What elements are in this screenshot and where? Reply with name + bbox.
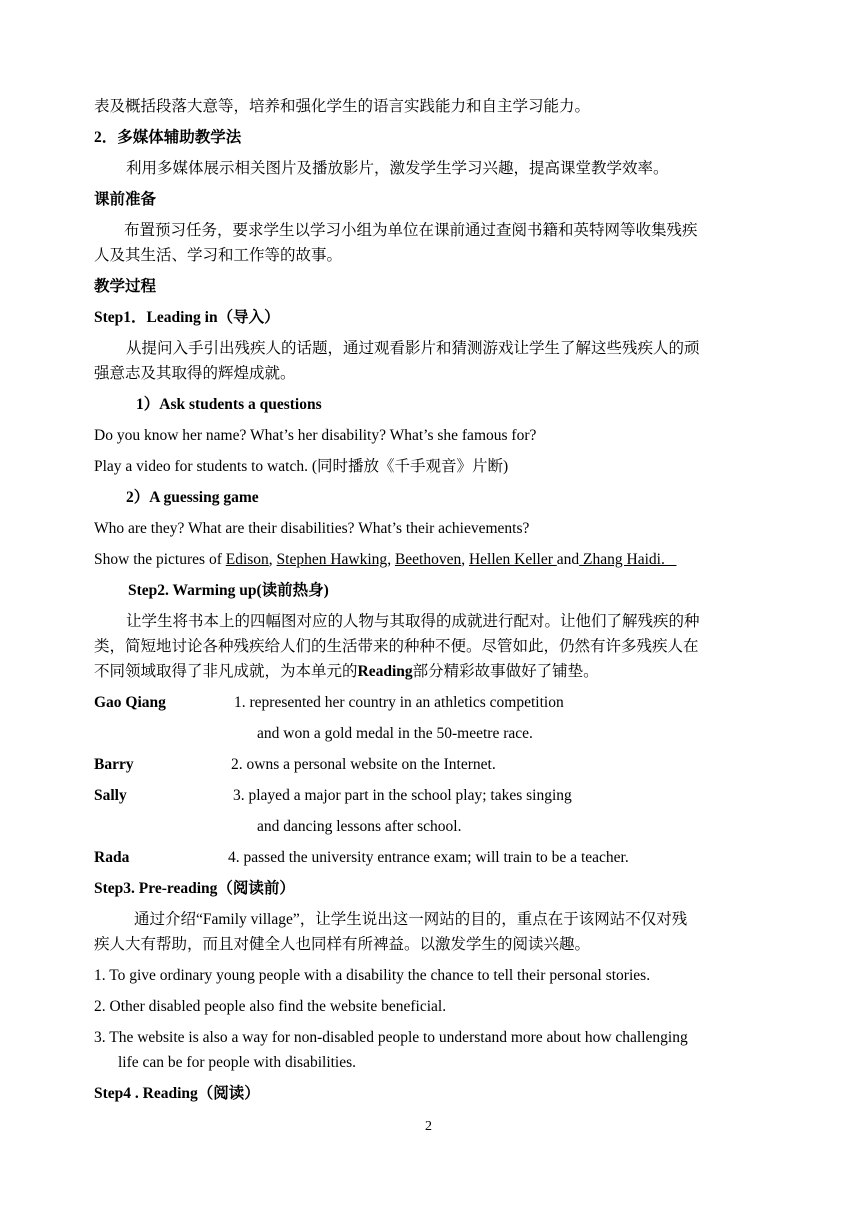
- show-pictures-line: [94, 550, 676, 570]
- method2-text: 利用多媒体展示相关图片及播放影片，激发学生学习兴趣，提高课堂教学效率。: [126, 160, 669, 177]
- person-zhang-haidi: Zhang Haidi.: [579, 551, 677, 568]
- prep-line1: 布置预习任务，要求学生以学习小组为单位在课前通过查阅书籍和英特网等收集残疾: [124, 222, 698, 239]
- step2-line2: 类，简短地讨论各种残疾给人们的生活带来的种种不便。尽管如此，仍然有许多残疾人在: [94, 638, 699, 655]
- method2-heading: 2．多媒体辅助教学法: [94, 129, 242, 146]
- person-beethoven: Beethoven: [394, 551, 462, 568]
- separator: ,: [461, 551, 469, 568]
- match-item-3-cont: and dancing lessons after school.: [257, 818, 462, 835]
- step3-heading: Step3. Pre-reading（阅读前）: [94, 880, 295, 897]
- show-prefix: Show the pictures of: [94, 551, 226, 568]
- person-stephen-hawking: Stephen Hawking: [276, 551, 388, 568]
- separator: ,: [268, 551, 277, 568]
- separator: ,: [387, 551, 395, 568]
- step1-q1: Do you know her name? What’s her disability? What’s she famous for?: [94, 427, 537, 444]
- separator: and: [556, 551, 580, 568]
- match-item-1-cont: and won a gold medal in the 50-meetre race.: [257, 725, 533, 742]
- match-item-3: 3. played a major part in the school play; takes singing: [233, 787, 572, 804]
- step1-sub2: 2）A guessing game: [126, 489, 259, 506]
- step1-q2: Play a video for students to watch. (同时播放《千手观音》片断): [94, 458, 509, 475]
- prep-line2: 人及其生活、学习和工作等的故事。: [94, 247, 343, 264]
- person-edison: Edison: [225, 551, 269, 568]
- prep-heading: 课前准备: [94, 191, 157, 208]
- step3-line2: 疾人大有帮助，而且对健全人也同样有所裨益。以激发学生的阅读兴趣。: [94, 936, 591, 953]
- step1-heading: Step1．Leading in（导入）: [94, 309, 280, 326]
- step3-point-3-cont: life can be for people with disabilities.: [118, 1054, 357, 1071]
- step2-line3: [94, 662, 599, 682]
- step2-heading: Step2. Warming up(读前热身): [128, 582, 329, 599]
- match-name-barry: Barry: [94, 756, 134, 773]
- intro-tail: 表及概括段落大意等，培养和强化学生的语言实践能力和自主学习能力。: [94, 98, 591, 115]
- person-hellen-keller: Hellen Keller: [468, 551, 557, 568]
- step3-point-1: 1. To give ordinary young people with a disability the chance to tell their personal stories.: [94, 967, 651, 984]
- step2-line3-pre: 不同领域取得了非凡成就，为本单元的: [94, 663, 358, 680]
- step3-line1: 通过介绍“Family village”，让学生说出这一网站的目的，重点在于该网站不仅对残: [134, 911, 688, 928]
- step3-point-3: 3. The website is also a way for non-disabled people to understand more about how challenging: [94, 1029, 688, 1046]
- step1-sub1: 1）Ask students a questions: [136, 396, 322, 413]
- match-name-sally: Sally: [94, 787, 127, 804]
- match-name-rada: Rada: [94, 849, 130, 866]
- step2-line3-bold: Reading: [357, 663, 413, 680]
- match-item-1: 1. represented her country in an athletics competition: [234, 694, 564, 711]
- step4-heading: Step4 . Reading（阅读）: [94, 1085, 260, 1102]
- process-heading: 教学过程: [94, 278, 157, 295]
- page-number: 2: [425, 1119, 432, 1134]
- match-name-gao-qiang: Gao Qiang: [94, 694, 166, 711]
- step1-q3: Who are they? What are their disabilities? What’s their achievements?: [94, 520, 530, 537]
- step3-point-2: 2. Other disabled people also find the website beneficial.: [94, 998, 447, 1015]
- match-item-4: 4. passed the university entrance exam; will train to be a teacher.: [228, 849, 629, 866]
- match-item-2: 2. owns a personal website on the Internet.: [231, 756, 496, 773]
- step1-line2: 强意志及其取得的辉煌成就。: [94, 365, 296, 382]
- step2-line1: 让学生将书本上的四幅图对应的人物与其取得的成就进行配对。让他们了解残疾的种: [126, 613, 700, 630]
- step1-line1: 从提问入手引出残疾人的话题，通过观看影片和猜测游戏让学生了解这些残疾人的顽: [126, 340, 700, 357]
- step2-line3-post: 部分精彩故事做好了铺垫。: [412, 663, 599, 680]
